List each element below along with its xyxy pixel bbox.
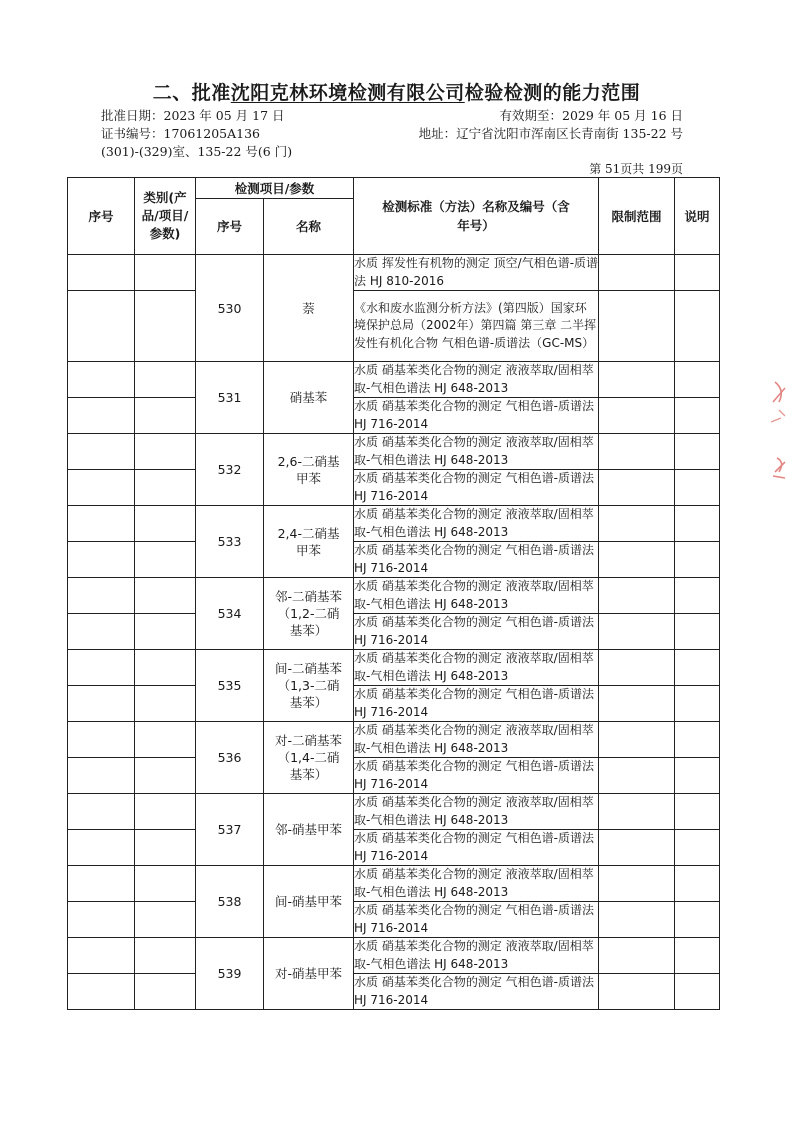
limit-cell bbox=[599, 542, 675, 578]
note-cell bbox=[675, 470, 720, 506]
table-row bbox=[68, 686, 720, 722]
row-category-cell bbox=[135, 255, 196, 291]
note-cell bbox=[675, 291, 720, 362]
limit-cell bbox=[599, 938, 675, 974]
standard-method: 水质 硝基苯类化合物的测定 气相色谱-质谱法 HJ 716-2014 bbox=[354, 614, 599, 650]
item-number: 531 bbox=[196, 362, 264, 434]
row-seq-cell bbox=[68, 542, 135, 578]
row-seq-cell bbox=[68, 866, 135, 902]
item-number: 539 bbox=[196, 938, 264, 1010]
standard-method: 水质 挥发性有机物的测定 顶空/气相色谱-质谱法 HJ 810-2016 bbox=[354, 255, 599, 291]
row-category-cell bbox=[135, 542, 196, 578]
col-standard: 检测标准（方法）名称及编号（含年号） bbox=[354, 178, 599, 255]
row-category-cell bbox=[135, 938, 196, 974]
valid-until: 有效期至：2029 年 05 月 16 日 bbox=[499, 108, 683, 123]
note-cell bbox=[675, 902, 720, 938]
limit-cell bbox=[599, 614, 675, 650]
table-body bbox=[68, 255, 720, 1010]
limit-cell bbox=[599, 398, 675, 434]
item-number: 532 bbox=[196, 434, 264, 506]
standard-method: 水质 硝基苯类化合物的测定 液液萃取/固相萃取-气相色谱法 HJ 648-2013 bbox=[354, 362, 599, 398]
limit-cell bbox=[599, 902, 675, 938]
note-cell bbox=[675, 506, 720, 542]
row-category-cell bbox=[135, 434, 196, 470]
table-row bbox=[68, 434, 720, 470]
limit-cell bbox=[599, 470, 675, 506]
row-category-cell bbox=[135, 794, 196, 830]
note-cell bbox=[675, 578, 720, 614]
standard-method: 水质 硝基苯类化合物的测定 气相色谱-质谱法 HJ 716-2014 bbox=[354, 398, 599, 434]
item-name: 对-硝基甲苯 bbox=[264, 938, 354, 1010]
standard-method: 水质 硝基苯类化合物的测定 气相色谱-质谱法 HJ 716-2014 bbox=[354, 470, 599, 506]
standard-method: 《水和废水监测分析方法》(第四版）国家环境保护总局（2002年）第四篇 第三章 二半挥发性有机化合物 气相色谱-质谱法（GC-MS） bbox=[354, 291, 599, 362]
row-seq-cell bbox=[68, 686, 135, 722]
note-cell bbox=[675, 542, 720, 578]
table-row bbox=[68, 255, 720, 291]
item-name: 邻-二硝基苯（1,2-二硝基苯） bbox=[264, 578, 354, 650]
note-cell bbox=[675, 650, 720, 686]
note-cell bbox=[675, 398, 720, 434]
col-item-group: 检测项目/参数 bbox=[196, 178, 354, 199]
row-seq-cell bbox=[68, 938, 135, 974]
note-cell bbox=[675, 794, 720, 830]
col-category: 类别(产品/项目/参数) bbox=[135, 178, 196, 255]
table-row bbox=[68, 938, 720, 974]
note-cell bbox=[675, 830, 720, 866]
page-info: 第 51页共 199页 bbox=[589, 162, 683, 176]
row-seq-cell bbox=[68, 794, 135, 830]
standard-method: 水质 硝基苯类化合物的测定 液液萃取/固相萃取-气相色谱法 HJ 648-2013 bbox=[354, 506, 599, 542]
row-seq-cell bbox=[68, 470, 135, 506]
row-seq-cell bbox=[68, 434, 135, 470]
note-cell bbox=[675, 255, 720, 291]
limit-cell bbox=[599, 255, 675, 291]
address: 地址：辽宁省沈阳市浑南区长青南街 135-22 号 bbox=[418, 126, 683, 141]
table-row bbox=[68, 794, 720, 830]
table-row bbox=[68, 722, 720, 758]
col-item-seq: 序号 bbox=[196, 199, 264, 255]
row-category-cell bbox=[135, 362, 196, 398]
row-seq-cell bbox=[68, 398, 135, 434]
limit-cell bbox=[599, 830, 675, 866]
title-org: 沈阳克林环境检测有限公司 bbox=[230, 82, 465, 104]
note-cell bbox=[675, 614, 720, 650]
col-limit: 限制范围 bbox=[599, 178, 675, 255]
standard-method: 水质 硝基苯类化合物的测定 液液萃取/固相萃取-气相色谱法 HJ 648-2013 bbox=[354, 650, 599, 686]
table-row bbox=[68, 470, 720, 506]
standard-method: 水质 硝基苯类化合物的测定 气相色谱-质谱法 HJ 716-2014 bbox=[354, 758, 599, 794]
row-seq-cell bbox=[68, 758, 135, 794]
table-row bbox=[68, 650, 720, 686]
approval-date: 批准日期：2023 年 05 月 17 日 bbox=[101, 108, 285, 123]
standard-method: 水质 硝基苯类化合物的测定 气相色谱-质谱法 HJ 716-2014 bbox=[354, 542, 599, 578]
table-row bbox=[68, 866, 720, 902]
row-category-cell bbox=[135, 686, 196, 722]
col-item-name: 名称 bbox=[264, 199, 354, 255]
note-cell bbox=[675, 722, 720, 758]
standard-method: 水质 硝基苯类化合物的测定 气相色谱-质谱法 HJ 716-2014 bbox=[354, 974, 599, 1010]
row-seq-cell bbox=[68, 291, 135, 362]
address-continued: (301)-(329)室、135-22 号(6 门) bbox=[101, 144, 293, 159]
title-prefix: 二、批准 bbox=[152, 82, 231, 104]
limit-cell bbox=[599, 866, 675, 902]
limit-cell bbox=[599, 722, 675, 758]
page-title bbox=[0, 78, 793, 105]
item-name: 2,4-二硝基甲苯 bbox=[264, 506, 354, 578]
row-category-cell bbox=[135, 722, 196, 758]
row-category-cell bbox=[135, 398, 196, 434]
table-row bbox=[68, 830, 720, 866]
row-category-cell bbox=[135, 902, 196, 938]
col-seq: 序号 bbox=[68, 178, 135, 255]
item-name: 间-二硝基苯（1,3-二硝基苯） bbox=[264, 650, 354, 722]
table-row bbox=[68, 542, 720, 578]
limit-cell bbox=[599, 758, 675, 794]
limit-cell bbox=[599, 686, 675, 722]
table-row bbox=[68, 291, 720, 362]
row-seq-cell bbox=[68, 650, 135, 686]
item-number: 537 bbox=[196, 794, 264, 866]
standard-method: 水质 硝基苯类化合物的测定 液液萃取/固相萃取-气相色谱法 HJ 648-2013 bbox=[354, 434, 599, 470]
capability-table bbox=[67, 177, 720, 1010]
row-seq-cell bbox=[68, 578, 135, 614]
limit-cell bbox=[599, 650, 675, 686]
standard-method: 水质 硝基苯类化合物的测定 液液萃取/固相萃取-气相色谱法 HJ 648-2013 bbox=[354, 794, 599, 830]
row-category-cell bbox=[135, 470, 196, 506]
limit-cell bbox=[599, 362, 675, 398]
row-category-cell bbox=[135, 866, 196, 902]
table-header bbox=[68, 178, 720, 255]
note-cell bbox=[675, 362, 720, 398]
note-cell bbox=[675, 758, 720, 794]
table-row bbox=[68, 578, 720, 614]
table-row bbox=[68, 362, 720, 398]
standard-method: 水质 硝基苯类化合物的测定 液液萃取/固相萃取-气相色谱法 HJ 648-2013 bbox=[354, 722, 599, 758]
row-seq-cell bbox=[68, 974, 135, 1010]
item-number: 533 bbox=[196, 506, 264, 578]
row-seq-cell bbox=[68, 506, 135, 542]
limit-cell bbox=[599, 578, 675, 614]
table-row bbox=[68, 614, 720, 650]
table-row bbox=[68, 758, 720, 794]
standard-method: 水质 硝基苯类化合物的测定 气相色谱-质谱法 HJ 716-2014 bbox=[354, 686, 599, 722]
row-category-cell bbox=[135, 614, 196, 650]
table-row bbox=[68, 398, 720, 434]
limit-cell bbox=[599, 506, 675, 542]
item-name: 萘 bbox=[264, 255, 354, 362]
row-seq-cell bbox=[68, 830, 135, 866]
standard-method: 水质 硝基苯类化合物的测定 气相色谱-质谱法 HJ 716-2014 bbox=[354, 902, 599, 938]
note-cell bbox=[675, 686, 720, 722]
limit-cell bbox=[599, 794, 675, 830]
table-row bbox=[68, 902, 720, 938]
item-number: 535 bbox=[196, 650, 264, 722]
limit-cell bbox=[599, 434, 675, 470]
limit-cell bbox=[599, 974, 675, 1010]
row-seq-cell bbox=[68, 722, 135, 758]
item-name: 对-二硝基苯（1,4-二硝基苯） bbox=[264, 722, 354, 794]
row-category-cell bbox=[135, 974, 196, 1010]
item-number: 538 bbox=[196, 866, 264, 938]
note-cell bbox=[675, 938, 720, 974]
item-name: 邻-硝基甲苯 bbox=[264, 794, 354, 866]
note-cell bbox=[675, 866, 720, 902]
standard-method: 水质 硝基苯类化合物的测定 气相色谱-质谱法 HJ 716-2014 bbox=[354, 830, 599, 866]
limit-cell bbox=[599, 291, 675, 362]
row-seq-cell bbox=[68, 255, 135, 291]
row-category-cell bbox=[135, 758, 196, 794]
table-row bbox=[68, 506, 720, 542]
row-category-cell bbox=[135, 830, 196, 866]
row-category-cell bbox=[135, 578, 196, 614]
row-seq-cell bbox=[68, 614, 135, 650]
standard-method: 水质 硝基苯类化合物的测定 液液萃取/固相萃取-气相色谱法 HJ 648-2013 bbox=[354, 866, 599, 902]
item-name: 硝基苯 bbox=[264, 362, 354, 434]
item-name: 间-硝基甲苯 bbox=[264, 866, 354, 938]
item-number: 534 bbox=[196, 578, 264, 650]
title-suffix: 检验检测的能力范围 bbox=[464, 82, 641, 104]
item-number: 536 bbox=[196, 722, 264, 794]
standard-method: 水质 硝基苯类化合物的测定 液液萃取/固相萃取-气相色谱法 HJ 648-2013 bbox=[354, 938, 599, 974]
red-stamp-fragment-icon bbox=[761, 370, 793, 490]
cert-number: 证书编号：17061205A136 bbox=[101, 126, 261, 141]
row-seq-cell bbox=[68, 362, 135, 398]
row-category-cell bbox=[135, 506, 196, 542]
note-cell bbox=[675, 434, 720, 470]
row-category-cell bbox=[135, 291, 196, 362]
item-number: 530 bbox=[196, 255, 264, 362]
table-row bbox=[68, 974, 720, 1010]
row-category-cell bbox=[135, 650, 196, 686]
note-cell bbox=[675, 974, 720, 1010]
item-name: 2,6-二硝基甲苯 bbox=[264, 434, 354, 506]
col-note: 说明 bbox=[675, 178, 720, 255]
standard-method: 水质 硝基苯类化合物的测定 液液萃取/固相萃取-气相色谱法 HJ 648-2013 bbox=[354, 578, 599, 614]
row-seq-cell bbox=[68, 902, 135, 938]
